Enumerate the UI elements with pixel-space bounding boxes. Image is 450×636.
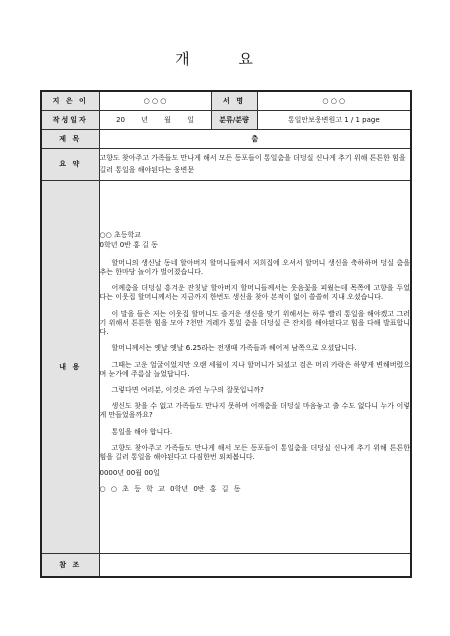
paragraph: 고향도 찾아주고 가족들도 만나게 해서 모든 동포들이 통일춤을 더덩실 신나게 추기 위해 튼튼한 힘을 길러 통일을 해야된다고 다짐한번 외쳐봅니다. — [99, 443, 410, 461]
date-line: 0000년 00월 00일 — [99, 469, 160, 478]
signature-value: ○ ○ ○ — [257, 91, 411, 110]
content-label: 내 용 — [41, 180, 99, 553]
note-value — [99, 553, 411, 577]
category-value: 통일안보웅변원고 1 / 1 page — [257, 110, 411, 129]
student-line: 0학년 0반 홍 길 동 — [99, 240, 158, 249]
subject-label: 제 목 — [41, 129, 99, 148]
paragraph: 그렇다면 여러분, 이것은 과연 누구의 잘못입니까? — [111, 385, 264, 394]
paragraph: 생신도 찾을 수 없고 가족들도 만나지 못하며 어깨춤을 더덩실 마음놓고 출 수도 없다니 누가 이렇게 만들었을까요? — [99, 402, 410, 420]
paragraph: 어께춤을 더덩실 흥겨운 잔칫날 할아버지 할머니들께서는 웃음꽃을 피웠는데 목쪽에 고향을 두었다는 이웃집 할머니께서는 지금까지 한번도 생신을 찾아 본적이 없이 쓸쓸히 지내 오셨습니다. — [99, 284, 410, 302]
signoff-line: ○ ○ 초 등 학 교 0학년 0반 홍 길 동 — [99, 485, 241, 494]
paragraph: 할머니의 생신날 동네 할아버지 할머니들께서 저희집에 오셔서 할머니 생신을 축하하며 덩실 춤을 추는 한마당 놀이가 벌어졌습니다. — [99, 258, 410, 277]
author-value: ○ ○ ○ — [99, 91, 211, 110]
document-title: 개 요 — [175, 50, 275, 68]
content-body — [99, 180, 411, 553]
paragraph: 그때는 고운 얼굴이었지만 오랜 세월이 지나 할머니가 되셨고 검은 머리 카락은 하얗게 변해버렸으며 눈가에 주름살 늘었답니다. — [99, 360, 410, 378]
summary-form — [40, 90, 412, 578]
school-line: ○○ 초등학교 — [99, 231, 141, 240]
paragraph: 통일을 해야 합니다. — [111, 427, 173, 436]
paragraph: 이 말을 들은 저는 이웃집 할머니도 즐거운 생신을 맞기 위해서는 하루 빨리 통일을 해야겠고 그러기 위해서 튼튼한 힘을 모아 ?천만 겨레가 통일 춤을 더덩실 큰 잔치를 해야된다고 힘을 다해 발표합니다. — [99, 309, 410, 337]
author-label: 지 은 이 — [41, 91, 99, 110]
summary-label: 요 약 — [41, 148, 99, 180]
paragraph: 할머니께서는 옛날 옛날 6.25라는 전쟁때 가족들과 헤어져 남쪽으로 오셨답니다. — [111, 344, 357, 353]
date-label: 작성일자 — [41, 110, 99, 129]
signature-label: 서 명 — [211, 91, 257, 110]
category-label: 분류/분량 — [211, 110, 257, 129]
subject-value: 춤 — [99, 129, 411, 148]
note-label: 참 조 — [41, 553, 99, 577]
summary-value: 고향도 찾아주고 가족들도 만나게 해서 모든 동포들이 통일춤을 더덩실 신나게 추기 위해 튼튼한 힘을 길러 통일을 해야된다는 웅변문 — [99, 148, 411, 180]
date-value: 20 년 월 일 — [99, 110, 211, 129]
